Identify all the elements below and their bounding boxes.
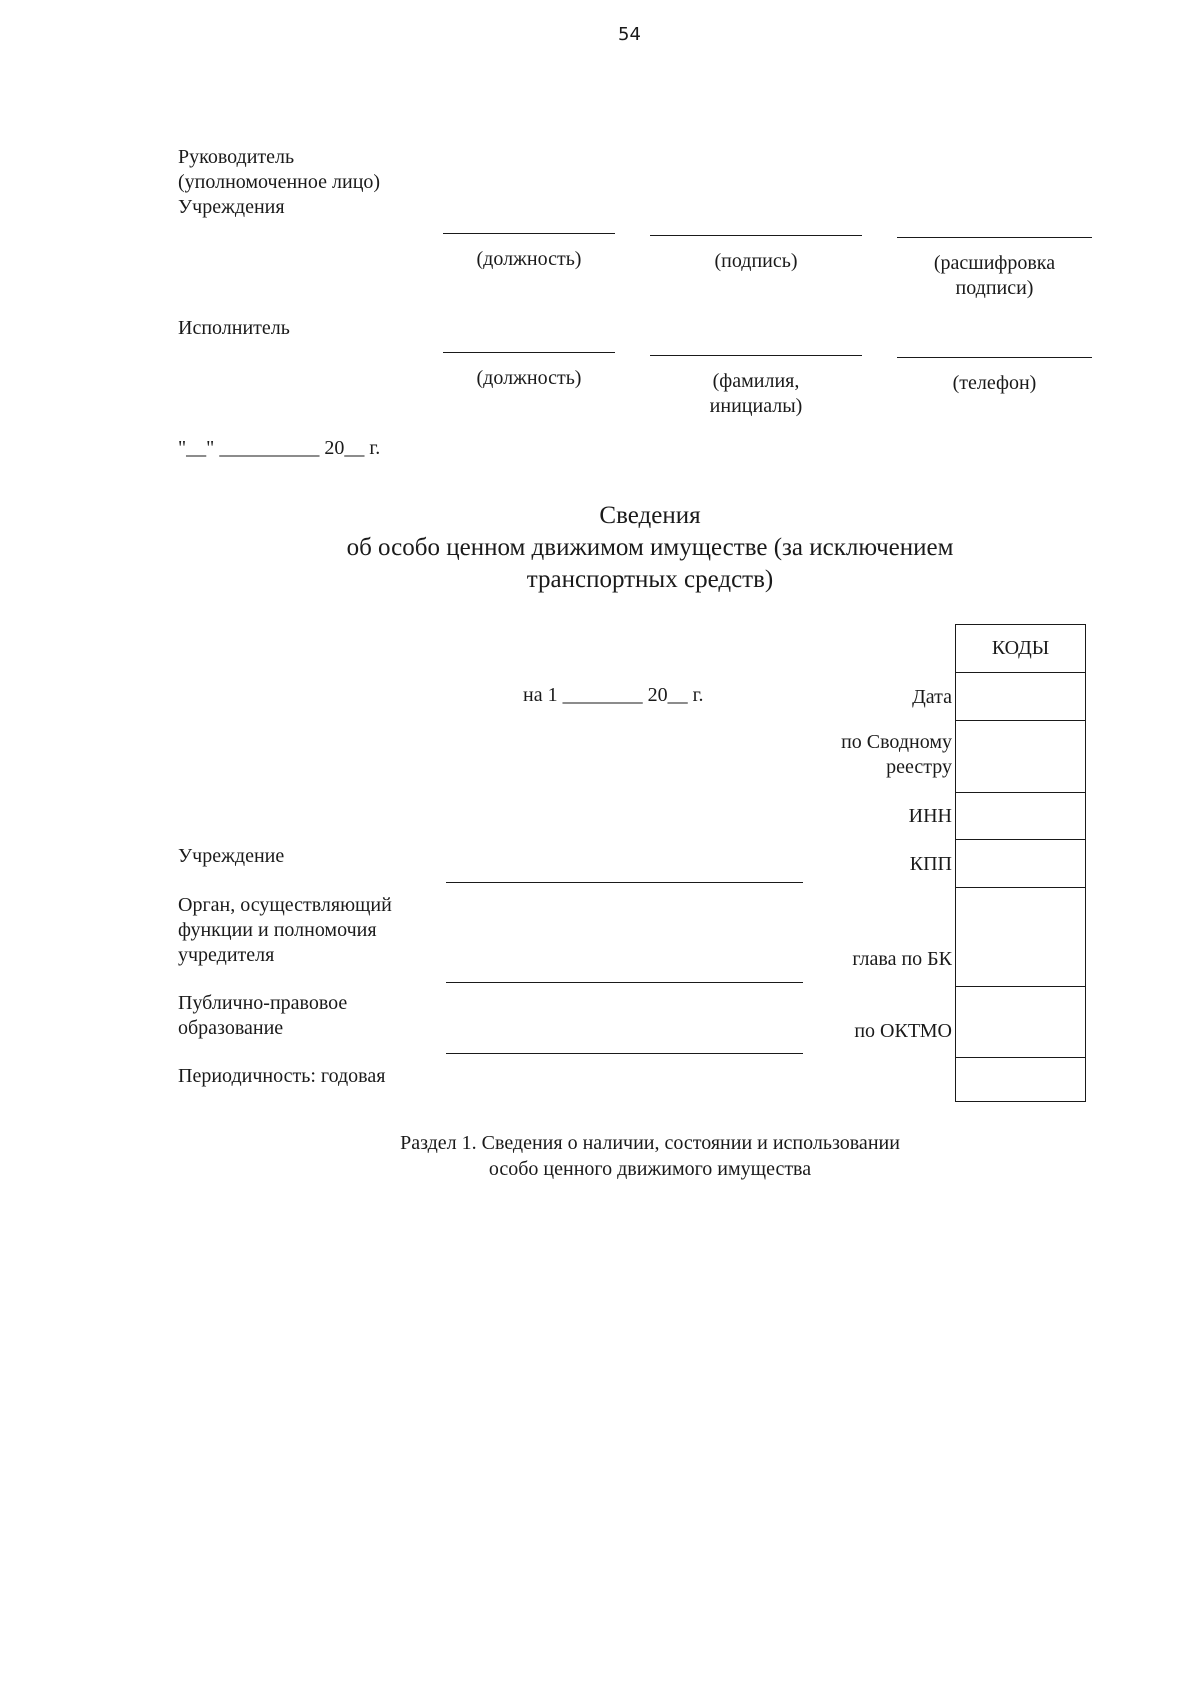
form-title-line-3: транспортных средств)	[526, 566, 774, 593]
code-label-bk: глава по БК	[852, 948, 952, 970]
head-position-caption: (должность)	[476, 248, 582, 270]
page-number: 54	[618, 24, 641, 45]
executor-position-caption: (должность)	[476, 367, 582, 389]
head-decryption-caption: (расшифровка подписи)	[933, 252, 1056, 299]
head-position-line[interactable]	[443, 233, 615, 234]
code-label-kpp: КПП	[909, 853, 952, 875]
signature-date[interactable]: "__" __________ 20__ г.	[178, 437, 381, 459]
executor-phone-caption: (телефон)	[952, 372, 1037, 394]
codes-table	[955, 624, 1086, 1102]
code-cell-oktmo[interactable]	[956, 987, 1085, 1058]
field-institution-label: Учреждение	[178, 845, 285, 867]
code-cell-inn[interactable]	[956, 793, 1085, 840]
form-title	[250, 500, 1050, 596]
section-heading	[300, 1130, 1000, 1182]
report-date[interactable]: на 1 ________ 20__ г.	[523, 684, 704, 706]
code-cell-bk[interactable]	[956, 888, 1085, 987]
field-public-entity-line[interactable]	[446, 1053, 803, 1054]
code-cell-kpp[interactable]	[956, 840, 1085, 888]
executor-phone-line[interactable]	[897, 357, 1092, 358]
field-public-entity-label: Публично-правовое образование	[178, 992, 348, 1039]
field-institution-line[interactable]	[446, 882, 803, 883]
field-founder-line[interactable]	[446, 982, 803, 983]
head-decryption-line[interactable]	[897, 237, 1092, 238]
executor-name-line[interactable]	[650, 355, 862, 356]
codes-header: КОДЫ	[991, 637, 1050, 659]
section-heading-line-1: Раздел 1. Сведения о наличии, состоянии и использовании	[400, 1132, 900, 1154]
code-label-registry: по Сводному реестру	[841, 731, 952, 778]
form-title-line-2: об особо ценном движимом имуществе (за исключением	[346, 534, 954, 561]
field-periodicity: Периодичность: годовая	[178, 1065, 386, 1087]
code-cell-registry[interactable]	[956, 721, 1085, 793]
codes-header-cell	[956, 625, 1085, 673]
field-founder-label: Орган, осуществляющий функции и полномочия учредителя	[178, 894, 392, 966]
code-label-date: Дата	[912, 686, 952, 708]
executor-name-caption: (фамилия, инициалы)	[709, 370, 803, 417]
code-label-oktmo: по ОКТМО	[854, 1020, 952, 1042]
code-cell-periodicity[interactable]	[956, 1058, 1085, 1103]
code-label-inn: ИНН	[908, 805, 952, 827]
form-title-line-1: Сведения	[599, 502, 701, 529]
head-signature-line[interactable]	[650, 235, 862, 236]
executor-label: Исполнитель	[178, 317, 290, 339]
head-label: Руководитель (уполномоченное лицо) Учреждения	[178, 146, 381, 218]
head-signature-caption: (подпись)	[714, 250, 798, 272]
section-heading-line-2: особо ценного движимого имущества	[488, 1158, 812, 1180]
executor-position-line[interactable]	[443, 352, 615, 353]
code-cell-date[interactable]	[956, 673, 1085, 721]
